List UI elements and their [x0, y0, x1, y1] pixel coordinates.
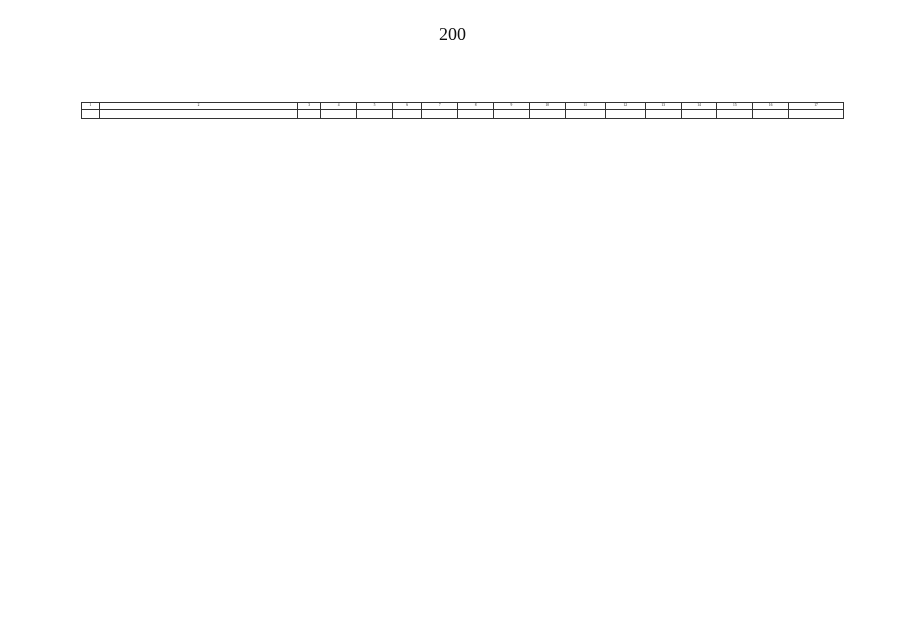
- column-header: 8: [458, 103, 494, 110]
- table-cell: [392, 110, 422, 119]
- column-header: 3: [298, 103, 321, 110]
- column-header: 12: [605, 103, 645, 110]
- column-header: 4: [321, 103, 357, 110]
- table-cell: [422, 110, 458, 119]
- table-cell: [717, 110, 753, 119]
- column-header: 11: [565, 103, 605, 110]
- column-header: 6: [392, 103, 422, 110]
- column-header: 2: [99, 103, 297, 110]
- table-cell: [681, 110, 717, 119]
- table-cell: [298, 110, 321, 119]
- column-header: 10: [529, 103, 565, 110]
- table-cell: [357, 110, 393, 119]
- column-header: 17: [789, 103, 844, 110]
- table-cell: [82, 110, 100, 119]
- address-cell: [99, 110, 297, 119]
- table-cell: [529, 110, 565, 119]
- table-cell: [605, 110, 645, 119]
- column-header: 13: [645, 103, 681, 110]
- table-cell: [494, 110, 530, 119]
- data-table: [81, 102, 844, 119]
- page-number: 200: [439, 24, 466, 44]
- column-header: 1: [82, 103, 100, 110]
- column-header: 15: [717, 103, 753, 110]
- column-header: 9: [494, 103, 530, 110]
- column-header: 14: [681, 103, 717, 110]
- table-header-row: [82, 103, 844, 110]
- table-body: [82, 110, 844, 119]
- table-cell: [321, 110, 357, 119]
- table-cell: [458, 110, 494, 119]
- table-row: [82, 110, 844, 119]
- table-cell: [789, 110, 844, 119]
- table-cell: [565, 110, 605, 119]
- table-cell: [645, 110, 681, 119]
- table-cell: [753, 110, 789, 119]
- column-header: 16: [753, 103, 789, 110]
- column-header: 7: [422, 103, 458, 110]
- column-header: 5: [357, 103, 393, 110]
